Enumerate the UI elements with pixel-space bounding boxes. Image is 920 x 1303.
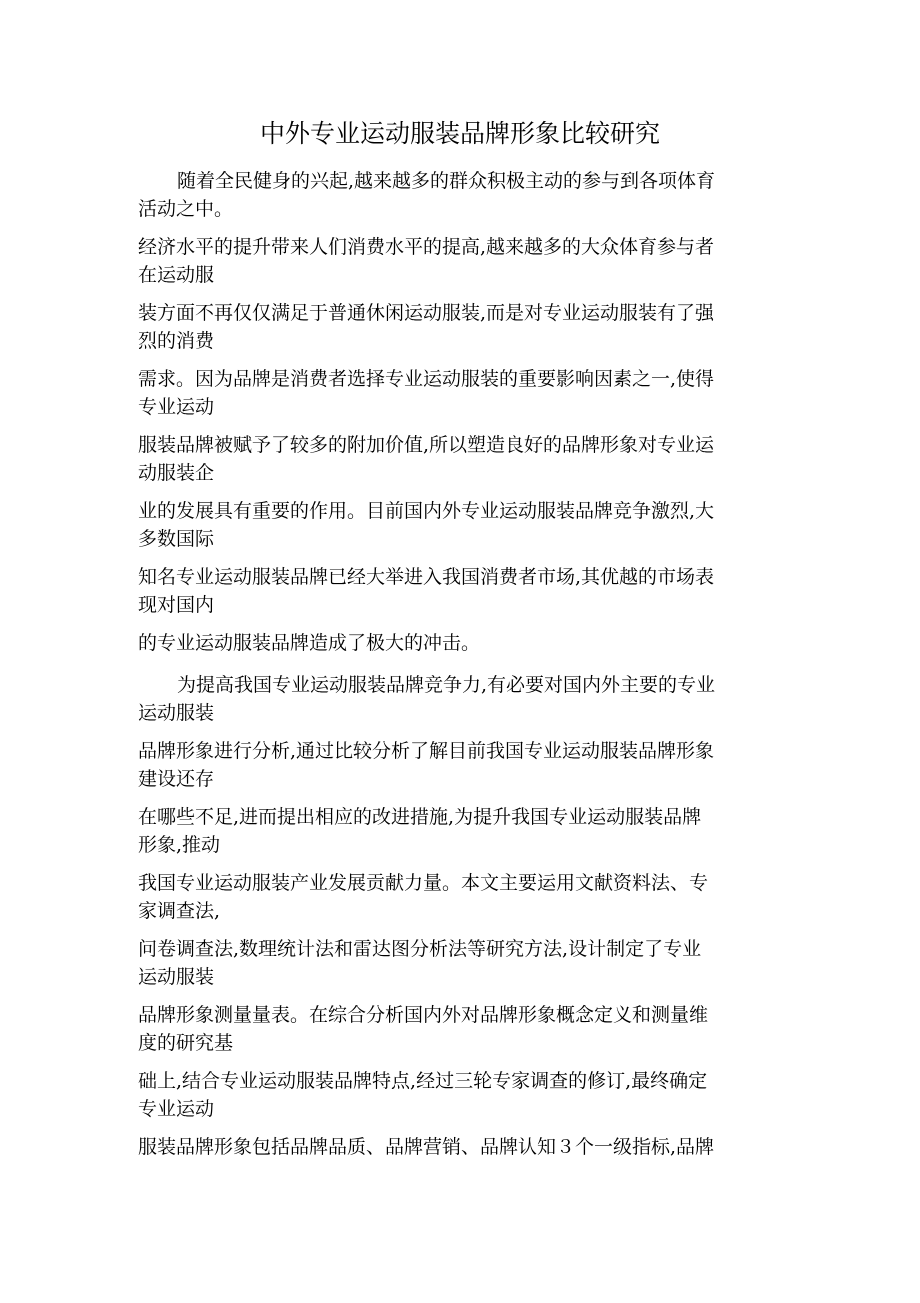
text-line: 品牌形象测量量表。在综合分析国内外对品牌形象概念定义和测量维 [138,1004,709,1026]
text-line: 动服装企 [138,462,215,484]
text-line: 在哪些不足,进而提出相应的改进措施,为提升我国专业运动服装品牌 [138,806,702,828]
text-line: 现对国内 [138,594,215,616]
text-line: 知名专业运动服装品牌已经大举进入我国消费者市场,其优越的市场表 [138,566,715,588]
text-line: 专业运动 [138,396,215,418]
text-line: 服装品牌被赋予了较多的附加价值,所以塑造良好的品牌形象对专业运 [138,434,715,456]
text-line: 多数国际 [138,528,215,550]
text-line: 问卷调查法,数理统计法和雷达图分析法等研究方法,设计制定了专业 [138,938,702,960]
text-line: 烈的消费 [138,330,215,352]
text-line: 的专业运动服装品牌造成了极大的冲击。 [138,632,481,654]
text-line: 经济水平的提升带来人们消费水平的提高,越来越多的大众体育参与者 [138,236,715,258]
text-line: 家调查法, [138,900,221,922]
text-line: 品牌形象进行分析,通过比较分析了解目前我国专业运动服装品牌形象 [138,740,715,762]
text-line: 装方面不再仅仅满足于普通休闲运动服装,而是对专业运动服装有了强 [138,302,715,324]
text-line: 需求。因为品牌是消费者选择专业运动服装的重要影响因素之一,使得 [138,368,715,390]
text-line: 为提高我国专业运动服装品牌竞争力,有必要对国内外主要的专业 [177,674,716,696]
text-line: 专业运动 [138,1098,215,1120]
text-line: 服装品牌形象包括品牌品质、品牌营销、品牌认知３个一级指标,品牌 [138,1136,715,1158]
document-title: 中外专业运动服装品牌形象比较研究 [259,119,660,148]
text-line: 形象,推动 [138,834,221,856]
text-line: 随着全民健身的兴起,越来越多的群众积极主动的参与到各项体育 [177,170,716,192]
text-line: 建设还存 [138,768,215,790]
text-line: 运动服装 [138,966,215,988]
text-line: 度的研究基 [138,1032,234,1054]
text-line: 础上,结合专业运动服装品牌特点,经过三轮专家调查的修订,最终确定 [138,1070,708,1092]
text-line: 运动服装 [138,702,215,724]
text-line: 在运动服 [138,264,215,286]
text-line: 业的发展具有重要的作用。目前国内外专业运动服装品牌竞争激烈,大 [138,500,715,522]
text-line: 我国专业运动服装产业发展贡献力量。本文主要运用文献资料法、专 [138,872,709,894]
text-line: 活动之中。 [138,198,234,220]
